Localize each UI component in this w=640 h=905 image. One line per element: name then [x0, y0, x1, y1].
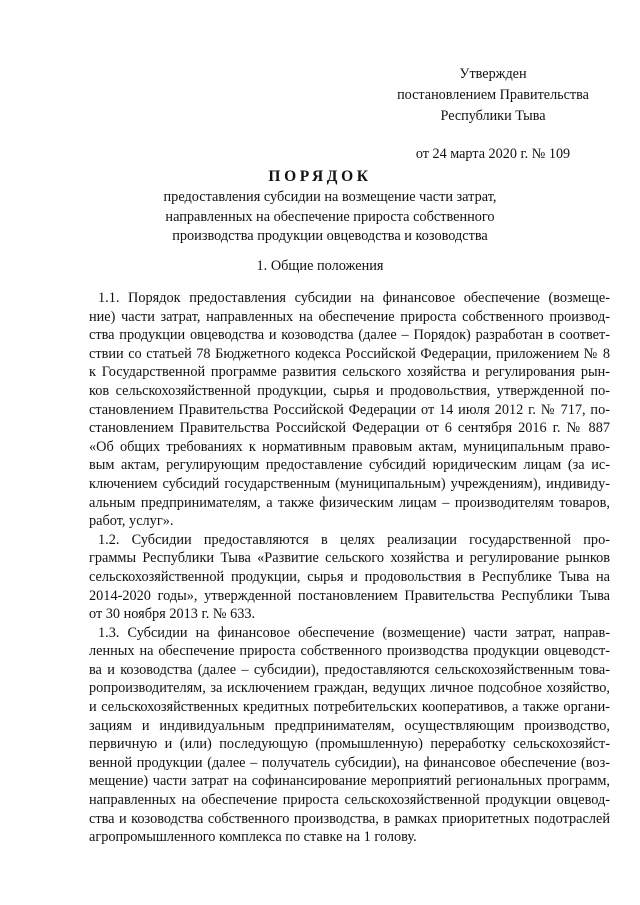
paragraph-line: от 30 ноября 2013 г. № 633.: [89, 606, 256, 623]
approval-line: Утвержден: [459, 66, 527, 82]
paragraph-line: ропроизводителям, за исключением граждан, ведущих личное подсобное хозяйство,: [89, 680, 610, 697]
approval-line: Республики Тыва: [440, 108, 546, 124]
document-title: ПОРЯДОК: [268, 168, 372, 185]
section-heading: 1. Общие положения: [256, 258, 384, 274]
document-body: [89, 289, 610, 847]
paragraph-line: вым актам, регулирующим предоставление субсидий юридическим лицам (за ис-: [89, 457, 610, 474]
paragraph-line: ков сельскохозяйственной продукции, сырья и продовольствия, утвержденной по-: [89, 382, 610, 399]
paragraph-1: [89, 289, 610, 531]
subtitle-line: предоставления субсидии на возмещение части затрат,: [163, 189, 497, 205]
document-subtitle: [80, 188, 580, 247]
subtitle-line: производства продукции овцеводства и козоводства: [172, 228, 488, 244]
approval-stamp: [368, 64, 618, 165]
paragraph-line: «Об общих требованиях к нормативным правовым актам, муниципальным право-: [89, 438, 610, 455]
paragraph-line: мещение) части затрат на софинансирование мероприятий региональных программ,: [89, 773, 610, 790]
paragraph-line: становлением Правительства Российской Федерации от 14 июля 2012 г. № 717, по-: [89, 401, 610, 418]
paragraph-line: 2014-2020 годы», утвержденной постановлением Правительства Республики Тыва: [89, 587, 610, 604]
paragraph-line: к Государственной программе развития сельского хозяйства и регулирования рын-: [89, 364, 610, 381]
paragraph-line: ства продукции овцеводства и козоводства (далее – Порядок) разработан в соответ-: [89, 327, 610, 344]
paragraph-line: 1.1. Порядок предоставления субсидии на финансовое обеспечение (возмеще-: [98, 290, 610, 306]
paragraph-line: ства и козоводства собственного производства, в рамках приоритетных подотраслей: [89, 810, 610, 827]
paragraph-line: зациям и индивидуальным предпринимателям, осуществляющим производство,: [89, 717, 610, 734]
paragraph-line: агропромышленного комплекса по ставке на 1 голову.: [89, 829, 417, 846]
paragraph-line: направленных на обеспечение прироста сельскохозяйственной продукции овцевод-: [89, 792, 610, 809]
paragraph-line: ствии со статьей 78 Бюджетного кодекса Российской Федерации, приложением № 8: [89, 345, 610, 362]
approval-date: от 24 марта 2020 г. № 109: [415, 146, 571, 162]
paragraph-line: и сельскохозяйственных кредитных потребительских кооперативов, а также органи-: [89, 699, 610, 716]
paragraph-line: ва и козоводства (далее – субсидии), предоставляются сельскохозяйственным това-: [89, 661, 610, 678]
paragraph-2: [89, 531, 610, 624]
paragraph-line: 1.2. Субсидии предоставляются в целях реализации государственной про-: [98, 531, 610, 548]
paragraph-line: первичную и (или) последующую (промышленную) переработку сельскохозяйст-: [89, 736, 610, 753]
subtitle-line: направленных на обеспечение прироста собственного: [165, 208, 495, 225]
paragraph-line: ние) части затрат, направленных на обеспечение прироста собственного производ-: [89, 308, 610, 325]
paragraph-line: становлением Правительства Российской Федерации от 6 сентября 2016 г. № 887: [89, 420, 610, 437]
paragraph-line: граммы Республики Тыва «Развитие сельского хозяйства и регулирование рынков: [89, 550, 610, 567]
paragraph-3: [89, 624, 610, 847]
paragraph-line: альным предпринимателям, а также физическим лицам – производителям товаров,: [89, 494, 610, 511]
paragraph-line: сельскохозяйственной продукции, сырья и продовольствия в Республике Тыва на: [89, 568, 610, 585]
paragraph-line: ленных на обеспечение прироста собственного производства продукции овцеводст-: [89, 643, 610, 660]
paragraph-line: 1.3. Субсидии на финансовое обеспечение (возмещение) части затрат, направ-: [98, 624, 610, 641]
paragraph-line: ключением субсидий государственным (муниципальным) учреждениям), индивиду-: [89, 475, 610, 492]
paragraph-line: венной продукции (далее – получатель субсидии), на финансовое обеспечение (воз-: [89, 754, 610, 771]
approval-line: постановлением Правительства: [397, 87, 589, 103]
paragraph-line: работ, услуг».: [89, 513, 174, 530]
